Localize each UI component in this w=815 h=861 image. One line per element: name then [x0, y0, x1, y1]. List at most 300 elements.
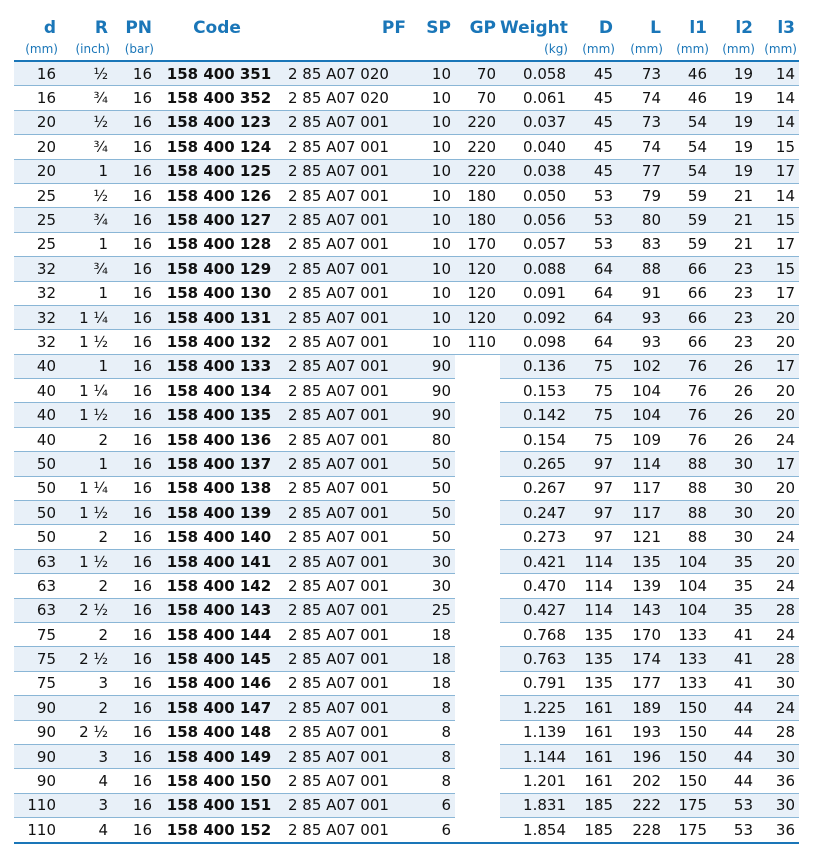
- cell-l1: 66: [665, 330, 711, 354]
- cell-l1: 46: [665, 86, 711, 110]
- cell-l3: 14: [757, 111, 799, 135]
- table-row: [14, 550, 799, 574]
- cell-d: 20: [14, 135, 60, 159]
- cell-code: 158 400 147: [156, 696, 282, 720]
- cell-l2: 30: [711, 477, 757, 501]
- cell-l3: 20: [757, 379, 799, 403]
- cell-weight: 0.040: [500, 135, 570, 159]
- cell-pn: 16: [112, 306, 156, 330]
- cell-r: 1 ½: [60, 550, 112, 574]
- cell-pn: 16: [112, 501, 156, 525]
- cell-l3: 24: [757, 696, 799, 720]
- cell-d: 50: [14, 525, 60, 549]
- cell-l1: 88: [665, 452, 711, 476]
- unit-l1: (mm): [665, 38, 711, 62]
- table-row: [14, 672, 799, 696]
- cell-sp: 6: [410, 818, 455, 843]
- cell-l3: 17: [757, 355, 799, 379]
- cell-code: 158 400 123: [156, 111, 282, 135]
- unit-sp: [410, 38, 455, 62]
- cell-l2: 26: [711, 403, 757, 427]
- cell-l2: 44: [711, 745, 757, 769]
- cell-gp: [455, 428, 500, 452]
- cell-code: 158 400 351: [156, 62, 282, 86]
- cell-l3: 20: [757, 550, 799, 574]
- cell-gp: 110: [455, 330, 500, 354]
- col-header-l1: l1: [689, 18, 707, 38]
- cell-L: 79: [617, 184, 665, 208]
- cell-code: 158 400 140: [156, 525, 282, 549]
- cell-r: 1 ¼: [60, 306, 112, 330]
- cell-d: 75: [14, 623, 60, 647]
- cell-l1: 150: [665, 745, 711, 769]
- cell-D: 114: [570, 550, 617, 574]
- cell-l3: 14: [757, 86, 799, 110]
- cell-pf: 2 85 A07 001: [282, 525, 410, 549]
- cell-code: 158 400 129: [156, 257, 282, 281]
- cell-pn: 16: [112, 721, 156, 745]
- cell-sp: 8: [410, 745, 455, 769]
- cell-gp: [455, 379, 500, 403]
- cell-L: 93: [617, 330, 665, 354]
- cell-r: 1: [60, 452, 112, 476]
- cell-d: 40: [14, 379, 60, 403]
- cell-sp: 18: [410, 623, 455, 647]
- cell-r: 2 ½: [60, 721, 112, 745]
- cell-l1: 88: [665, 477, 711, 501]
- cell-pn: 16: [112, 233, 156, 257]
- cell-D: 135: [570, 672, 617, 696]
- cell-r: 4: [60, 818, 112, 843]
- cell-code: 158 400 135: [156, 403, 282, 427]
- cell-l1: 133: [665, 623, 711, 647]
- cell-gp: [455, 794, 500, 818]
- cell-l1: 54: [665, 160, 711, 184]
- cell-pn: 16: [112, 282, 156, 306]
- cell-code: 158 400 151: [156, 794, 282, 818]
- cell-weight: 1.139: [500, 721, 570, 745]
- cell-d: 32: [14, 306, 60, 330]
- cell-d: 40: [14, 355, 60, 379]
- cell-weight: 1.201: [500, 769, 570, 793]
- cell-gp: [455, 599, 500, 623]
- cell-pf: 2 85 A07 001: [282, 452, 410, 476]
- cell-d: 25: [14, 208, 60, 232]
- cell-d: 16: [14, 86, 60, 110]
- col-header-code: Code: [193, 18, 241, 38]
- cell-pf: 2 85 A07 001: [282, 135, 410, 159]
- cell-l2: 30: [711, 525, 757, 549]
- col-header-l2: l2: [735, 18, 753, 38]
- cell-D: 135: [570, 647, 617, 671]
- cell-r: 3: [60, 794, 112, 818]
- cell-d: 32: [14, 330, 60, 354]
- table-row: [14, 818, 799, 843]
- cell-L: 104: [617, 403, 665, 427]
- cell-pf: 2 85 A07 001: [282, 355, 410, 379]
- cell-d: 75: [14, 672, 60, 696]
- cell-r: 2: [60, 696, 112, 720]
- cell-weight: 0.058: [500, 62, 570, 86]
- cell-l2: 44: [711, 696, 757, 720]
- cell-d: 50: [14, 477, 60, 501]
- cell-l2: 35: [711, 574, 757, 598]
- cell-gp: [455, 721, 500, 745]
- cell-D: 161: [570, 745, 617, 769]
- header-labels-row: [14, 14, 799, 38]
- cell-D: 135: [570, 623, 617, 647]
- cell-l2: 26: [711, 355, 757, 379]
- cell-pf: 2 85 A07 001: [282, 696, 410, 720]
- cell-code: 158 400 152: [156, 818, 282, 843]
- cell-d: 110: [14, 818, 60, 843]
- unit-l3: (mm): [757, 38, 799, 62]
- cell-weight: 0.768: [500, 623, 570, 647]
- cell-D: 114: [570, 574, 617, 598]
- cell-pf: 2 85 A07 001: [282, 818, 410, 843]
- cell-r: 2: [60, 428, 112, 452]
- table-header: [14, 14, 799, 62]
- table-row: [14, 696, 799, 720]
- cell-r: ½: [60, 184, 112, 208]
- cell-weight: 0.038: [500, 160, 570, 184]
- cell-l1: 76: [665, 355, 711, 379]
- cell-sp: 90: [410, 379, 455, 403]
- cell-sp: 10: [410, 306, 455, 330]
- cell-weight: 0.265: [500, 452, 570, 476]
- cell-r: 2: [60, 623, 112, 647]
- cell-l1: 76: [665, 403, 711, 427]
- cell-L: 91: [617, 282, 665, 306]
- cell-d: 63: [14, 574, 60, 598]
- cell-code: 158 400 146: [156, 672, 282, 696]
- cell-l1: 150: [665, 769, 711, 793]
- cell-pf: 2 85 A07 001: [282, 599, 410, 623]
- cell-pf: 2 85 A07 001: [282, 623, 410, 647]
- cell-gp: [455, 745, 500, 769]
- cell-weight: 1.831: [500, 794, 570, 818]
- table-row: [14, 379, 799, 403]
- cell-gp: [455, 525, 500, 549]
- cell-r: 2 ½: [60, 647, 112, 671]
- cell-pf: 2 85 A07 001: [282, 428, 410, 452]
- cell-l3: 17: [757, 282, 799, 306]
- cell-sp: 30: [410, 550, 455, 574]
- cell-L: 135: [617, 550, 665, 574]
- cell-sp: 10: [410, 208, 455, 232]
- cell-pn: 16: [112, 525, 156, 549]
- cell-l1: 175: [665, 818, 711, 843]
- cell-l3: 28: [757, 647, 799, 671]
- cell-l2: 19: [711, 135, 757, 159]
- cell-l2: 21: [711, 184, 757, 208]
- cell-l3: 30: [757, 794, 799, 818]
- cell-L: 193: [617, 721, 665, 745]
- cell-gp: [455, 403, 500, 427]
- cell-weight: 1.854: [500, 818, 570, 843]
- cell-l2: 19: [711, 62, 757, 86]
- cell-l1: 66: [665, 306, 711, 330]
- cell-D: 45: [570, 111, 617, 135]
- cell-weight: 0.763: [500, 647, 570, 671]
- cell-l3: 24: [757, 574, 799, 598]
- cell-r: 3: [60, 745, 112, 769]
- cell-l2: 53: [711, 818, 757, 843]
- cell-L: 170: [617, 623, 665, 647]
- cell-code: 158 400 132: [156, 330, 282, 354]
- cell-d: 50: [14, 452, 60, 476]
- cell-l2: 19: [711, 86, 757, 110]
- cell-r: 1 ½: [60, 403, 112, 427]
- cell-r: 1: [60, 355, 112, 379]
- cell-code: 158 400 139: [156, 501, 282, 525]
- col-header-D: D: [598, 18, 613, 38]
- cell-L: 228: [617, 818, 665, 843]
- table-row: [14, 282, 799, 306]
- cell-code: 158 400 143: [156, 599, 282, 623]
- unit-pn: (bar): [112, 38, 156, 62]
- cell-l2: 21: [711, 208, 757, 232]
- cell-l2: 19: [711, 111, 757, 135]
- cell-l1: 59: [665, 184, 711, 208]
- cell-l2: 41: [711, 672, 757, 696]
- cell-code: 158 400 141: [156, 550, 282, 574]
- cell-l3: 28: [757, 599, 799, 623]
- cell-gp: [455, 647, 500, 671]
- cell-code: 158 400 144: [156, 623, 282, 647]
- cell-pf: 2 85 A07 001: [282, 721, 410, 745]
- table-row: [14, 477, 799, 501]
- cell-L: 88: [617, 257, 665, 281]
- cell-L: 93: [617, 306, 665, 330]
- cell-pn: 16: [112, 647, 156, 671]
- cell-pn: 16: [112, 550, 156, 574]
- cell-l1: 88: [665, 525, 711, 549]
- table-row: [14, 306, 799, 330]
- cell-l3: 36: [757, 818, 799, 843]
- cell-D: 64: [570, 330, 617, 354]
- cell-d: 63: [14, 599, 60, 623]
- cell-L: 196: [617, 745, 665, 769]
- cell-l2: 35: [711, 550, 757, 574]
- cell-pn: 16: [112, 794, 156, 818]
- cell-gp: 70: [455, 62, 500, 86]
- cell-D: 97: [570, 525, 617, 549]
- cell-sp: 50: [410, 452, 455, 476]
- header-units-row: [14, 38, 799, 62]
- cell-L: 202: [617, 769, 665, 793]
- cell-pf: 2 85 A07 001: [282, 306, 410, 330]
- cell-l2: 26: [711, 379, 757, 403]
- cell-pn: 16: [112, 599, 156, 623]
- cell-d: 90: [14, 721, 60, 745]
- cell-weight: 0.057: [500, 233, 570, 257]
- cell-gp: [455, 550, 500, 574]
- cell-pn: 16: [112, 818, 156, 843]
- cell-l1: 150: [665, 721, 711, 745]
- cell-code: 158 400 125: [156, 160, 282, 184]
- cell-l1: 133: [665, 647, 711, 671]
- table-row: [14, 452, 799, 476]
- cell-D: 161: [570, 721, 617, 745]
- table-row: [14, 233, 799, 257]
- cell-r: 4: [60, 769, 112, 793]
- cell-sp: 50: [410, 525, 455, 549]
- cell-pn: 16: [112, 184, 156, 208]
- cell-L: 143: [617, 599, 665, 623]
- cell-r: ¾: [60, 135, 112, 159]
- cell-r: 1 ½: [60, 501, 112, 525]
- cell-pn: 16: [112, 428, 156, 452]
- cell-r: 2: [60, 574, 112, 598]
- unit-L: (mm): [617, 38, 665, 62]
- cell-code: 158 400 131: [156, 306, 282, 330]
- table-row: [14, 111, 799, 135]
- cell-code: 158 400 134: [156, 379, 282, 403]
- cell-D: 75: [570, 428, 617, 452]
- cell-d: 63: [14, 550, 60, 574]
- cell-D: 97: [570, 452, 617, 476]
- cell-code: 158 400 128: [156, 233, 282, 257]
- cell-L: 74: [617, 86, 665, 110]
- cell-code: 158 400 138: [156, 477, 282, 501]
- cell-L: 139: [617, 574, 665, 598]
- cell-pn: 16: [112, 745, 156, 769]
- cell-gp: 120: [455, 282, 500, 306]
- cell-d: 32: [14, 257, 60, 281]
- cell-l1: 59: [665, 233, 711, 257]
- cell-r: 1 ¼: [60, 379, 112, 403]
- cell-weight: 0.091: [500, 282, 570, 306]
- cell-pn: 16: [112, 574, 156, 598]
- cell-pn: 16: [112, 62, 156, 86]
- cell-d: 50: [14, 501, 60, 525]
- cell-l3: 20: [757, 501, 799, 525]
- cell-l1: 76: [665, 379, 711, 403]
- cell-weight: 0.061: [500, 86, 570, 110]
- cell-pf: 2 85 A07 001: [282, 501, 410, 525]
- cell-l3: 24: [757, 428, 799, 452]
- cell-L: 77: [617, 160, 665, 184]
- cell-L: 177: [617, 672, 665, 696]
- cell-sp: 10: [410, 86, 455, 110]
- table-row: [14, 721, 799, 745]
- cell-d: 25: [14, 184, 60, 208]
- cell-sp: 10: [410, 160, 455, 184]
- table-row: [14, 623, 799, 647]
- cell-L: 80: [617, 208, 665, 232]
- cell-pn: 16: [112, 403, 156, 427]
- cell-l2: 23: [711, 282, 757, 306]
- cell-gp: [455, 452, 500, 476]
- cell-sp: 8: [410, 721, 455, 745]
- cell-l1: 104: [665, 550, 711, 574]
- cell-pn: 16: [112, 477, 156, 501]
- product-spec-table: [14, 14, 799, 844]
- cell-pn: 16: [112, 160, 156, 184]
- col-header-d: d: [43, 18, 56, 38]
- cell-l3: 30: [757, 672, 799, 696]
- cell-d: 90: [14, 745, 60, 769]
- cell-sp: 10: [410, 62, 455, 86]
- cell-sp: 10: [410, 257, 455, 281]
- table-row: [14, 355, 799, 379]
- unit-l2: (mm): [711, 38, 757, 62]
- cell-sp: 25: [410, 599, 455, 623]
- cell-D: 185: [570, 818, 617, 843]
- table-row: [14, 574, 799, 598]
- cell-L: 73: [617, 62, 665, 86]
- cell-weight: 1.144: [500, 745, 570, 769]
- cell-l1: 88: [665, 501, 711, 525]
- cell-code: 158 400 124: [156, 135, 282, 159]
- cell-weight: 0.267: [500, 477, 570, 501]
- cell-d: 90: [14, 769, 60, 793]
- cell-d: 20: [14, 111, 60, 135]
- cell-gp: 220: [455, 160, 500, 184]
- table-row: [14, 403, 799, 427]
- cell-code: 158 400 352: [156, 86, 282, 110]
- cell-pf: 2 85 A07 001: [282, 647, 410, 671]
- cell-pf: 2 85 A07 001: [282, 282, 410, 306]
- cell-pn: 16: [112, 135, 156, 159]
- cell-code: 158 400 149: [156, 745, 282, 769]
- cell-l3: 15: [757, 208, 799, 232]
- cell-code: 158 400 136: [156, 428, 282, 452]
- cell-l1: 150: [665, 696, 711, 720]
- cell-sp: 18: [410, 672, 455, 696]
- cell-l1: 66: [665, 282, 711, 306]
- cell-l1: 104: [665, 574, 711, 598]
- cell-weight: 0.037: [500, 111, 570, 135]
- cell-r: 2: [60, 525, 112, 549]
- cell-pf: 2 85 A07 001: [282, 745, 410, 769]
- cell-pf: 2 85 A07 001: [282, 111, 410, 135]
- cell-D: 45: [570, 160, 617, 184]
- cell-sp: 50: [410, 477, 455, 501]
- table-row: [14, 160, 799, 184]
- cell-l3: 20: [757, 477, 799, 501]
- cell-l3: 24: [757, 525, 799, 549]
- cell-l2: 23: [711, 330, 757, 354]
- cell-l1: 175: [665, 794, 711, 818]
- cell-pn: 16: [112, 257, 156, 281]
- cell-weight: 0.154: [500, 428, 570, 452]
- cell-code: 158 400 137: [156, 452, 282, 476]
- cell-sp: 80: [410, 428, 455, 452]
- cell-weight: 0.470: [500, 574, 570, 598]
- cell-pn: 16: [112, 208, 156, 232]
- cell-pn: 16: [112, 330, 156, 354]
- cell-gp: 70: [455, 86, 500, 110]
- unit-d: (mm): [14, 38, 60, 62]
- cell-r: ¾: [60, 208, 112, 232]
- col-header-sp: SP: [426, 18, 451, 38]
- cell-L: 102: [617, 355, 665, 379]
- cell-l2: 23: [711, 257, 757, 281]
- cell-L: 117: [617, 501, 665, 525]
- cell-sp: 10: [410, 135, 455, 159]
- cell-sp: 10: [410, 184, 455, 208]
- cell-pf: 2 85 A07 001: [282, 477, 410, 501]
- cell-L: 73: [617, 111, 665, 135]
- cell-pf: 2 85 A07 001: [282, 257, 410, 281]
- cell-pn: 16: [112, 86, 156, 110]
- cell-weight: 0.427: [500, 599, 570, 623]
- cell-gp: [455, 769, 500, 793]
- cell-weight: 0.136: [500, 355, 570, 379]
- cell-r: 3: [60, 672, 112, 696]
